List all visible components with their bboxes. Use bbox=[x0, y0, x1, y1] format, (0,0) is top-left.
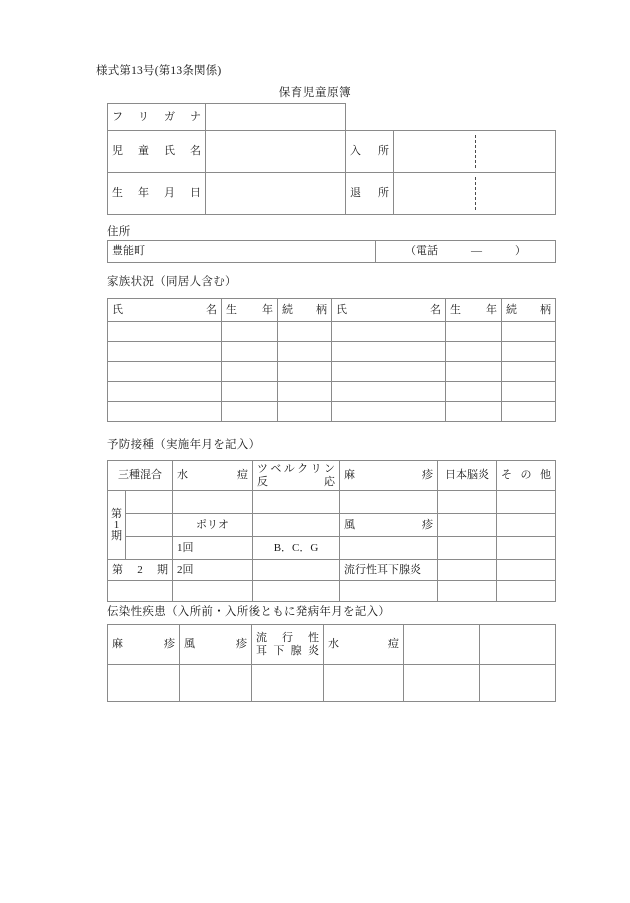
family-cell[interactable] bbox=[446, 342, 502, 362]
vaccination-cell-varicella-1[interactable] bbox=[173, 491, 253, 514]
header-tuberculin-line1: ツ ベ ル ク リ ン bbox=[257, 462, 335, 475]
header-varicella-text: 水 痘 bbox=[328, 638, 399, 651]
table-row bbox=[108, 382, 556, 402]
label-child-name bbox=[108, 131, 206, 173]
label-period-2 bbox=[108, 560, 173, 581]
label-child-name-text: 児 童 氏 名 bbox=[112, 145, 201, 158]
label-period-1-char2: 1 bbox=[113, 518, 120, 531]
label-withdrawal bbox=[346, 173, 394, 215]
family-cell[interactable] bbox=[108, 402, 222, 422]
infectious-cell[interactable] bbox=[480, 665, 556, 702]
family-cell[interactable] bbox=[222, 322, 278, 342]
vaccination-cell-encephalitis-1[interactable] bbox=[438, 491, 497, 514]
vaccination-cell-measles-1[interactable] bbox=[340, 491, 438, 514]
infectious-disease-table bbox=[107, 624, 556, 702]
header-encephalitis: 日本脳炎 bbox=[438, 461, 497, 491]
label-birth-date-text: 生 年 月 日 bbox=[112, 187, 201, 200]
vaccination-cell-other-2[interactable] bbox=[497, 514, 556, 537]
header-triple-vaccine: 三種混合 bbox=[108, 461, 173, 491]
header-blank-2 bbox=[480, 625, 556, 665]
vaccination-cell-encephalitis-4[interactable] bbox=[438, 560, 497, 581]
label-furigana-text: フ リ ガ ナ bbox=[112, 110, 201, 123]
value-withdrawal[interactable] bbox=[394, 173, 556, 215]
vaccination-cell-triple-5[interactable] bbox=[108, 581, 173, 602]
header-name-1 bbox=[108, 299, 222, 322]
header-mumps bbox=[252, 625, 324, 665]
family-cell[interactable] bbox=[446, 362, 502, 382]
vaccination-cell-varicella-5[interactable] bbox=[173, 581, 253, 602]
table-row bbox=[108, 665, 556, 702]
family-cell[interactable] bbox=[502, 382, 556, 402]
family-cell[interactable] bbox=[332, 402, 446, 422]
vaccination-cell-triple-1[interactable] bbox=[126, 491, 173, 514]
family-cell[interactable] bbox=[222, 342, 278, 362]
header-name-1-text: 氏 名 bbox=[112, 303, 217, 316]
family-status-table bbox=[107, 298, 556, 422]
header-blank-1 bbox=[404, 625, 480, 665]
header-rubella bbox=[180, 625, 252, 665]
family-cell[interactable] bbox=[502, 402, 556, 422]
vaccination-cell-measles-5[interactable] bbox=[340, 581, 438, 602]
label-period-1-char3: 期 bbox=[111, 529, 122, 542]
family-cell[interactable] bbox=[502, 322, 556, 342]
family-cell[interactable] bbox=[278, 342, 332, 362]
header-measles bbox=[340, 461, 438, 491]
address-label: 住所 bbox=[107, 226, 131, 238]
label-dose-2: 2回 bbox=[173, 560, 253, 581]
label-polio: ポリオ bbox=[173, 514, 253, 537]
table-row-birth-date bbox=[108, 173, 556, 215]
header-measles bbox=[108, 625, 180, 665]
label-period-2-text: 第 2 期 bbox=[112, 563, 168, 576]
header-birth-2 bbox=[446, 299, 502, 322]
infectious-cell[interactable] bbox=[252, 665, 324, 702]
header-other-text: そ の 他 bbox=[501, 469, 551, 482]
page-title: 保育児童原簿 bbox=[278, 87, 352, 99]
header-relation-2-text: 続 柄 bbox=[506, 303, 551, 316]
label-withdrawal-text: 退 所 bbox=[350, 187, 389, 200]
family-cell[interactable] bbox=[278, 362, 332, 382]
header-varicella bbox=[324, 625, 404, 665]
header-measles-text: 麻 疹 bbox=[344, 469, 433, 482]
table-row-period1-a bbox=[108, 491, 556, 514]
vaccination-cell-measles-3[interactable] bbox=[340, 537, 438, 560]
table-header-row bbox=[108, 461, 556, 491]
vaccination-label: 予防接種（実施年月を記入） bbox=[107, 439, 261, 451]
header-birth-2-text: 生 年 bbox=[450, 303, 497, 316]
family-cell[interactable] bbox=[446, 322, 502, 342]
vaccination-table bbox=[107, 460, 556, 602]
family-cell[interactable] bbox=[108, 382, 222, 402]
table-row-furigana bbox=[108, 104, 556, 131]
label-period-1 bbox=[108, 491, 126, 560]
header-relation-2 bbox=[502, 299, 556, 322]
header-birth-1-text: 生 年 bbox=[226, 303, 273, 316]
address-table bbox=[107, 240, 556, 263]
infectious-cell[interactable] bbox=[324, 665, 404, 702]
infectious-cell[interactable] bbox=[108, 665, 180, 702]
header-name-2 bbox=[332, 299, 446, 322]
table-row bbox=[108, 362, 556, 382]
family-cell[interactable] bbox=[108, 342, 222, 362]
vaccination-cell-other-4[interactable] bbox=[497, 560, 556, 581]
family-cell[interactable] bbox=[222, 362, 278, 382]
label-rubella-text: 風 疹 bbox=[344, 518, 433, 531]
table-row-child-name bbox=[108, 131, 556, 173]
vaccination-cell-triple-2[interactable] bbox=[126, 514, 173, 537]
vaccination-cell-other-1[interactable] bbox=[497, 491, 556, 514]
spacer-cell-b bbox=[394, 104, 556, 131]
label-mumps: 流行性耳下腺炎 bbox=[340, 560, 438, 581]
header-name-2-text: 氏 名 bbox=[336, 303, 441, 316]
family-status-label: 家族状況（同居人含む） bbox=[107, 276, 237, 288]
label-dose-1: 1回 bbox=[173, 537, 253, 560]
family-cell[interactable] bbox=[108, 322, 222, 342]
child-info-table bbox=[107, 103, 556, 215]
vaccination-cell-triple-3[interactable] bbox=[126, 537, 173, 560]
label-rubella bbox=[340, 514, 438, 537]
table-row bbox=[108, 342, 556, 362]
family-cell[interactable] bbox=[222, 402, 278, 422]
header-mumps-line1: 流 行 性 bbox=[256, 631, 319, 644]
family-cell[interactable] bbox=[332, 362, 446, 382]
value-admission[interactable] bbox=[394, 131, 556, 173]
label-furigana bbox=[108, 104, 206, 131]
phone-field[interactable]: （電話 — ） bbox=[376, 241, 556, 263]
family-cell[interactable] bbox=[108, 362, 222, 382]
vaccination-cell-other-3[interactable] bbox=[497, 537, 556, 560]
family-cell[interactable] bbox=[278, 402, 332, 422]
table-header-row bbox=[108, 625, 556, 665]
label-birth-date bbox=[108, 173, 206, 215]
address-value[interactable]: 豊能町 bbox=[108, 241, 376, 263]
label-admission bbox=[346, 131, 394, 173]
header-tuberculin bbox=[253, 461, 340, 491]
value-furigana[interactable] bbox=[206, 104, 346, 131]
vaccination-cell-other-5[interactable] bbox=[497, 581, 556, 602]
label-bcg: B．C．G bbox=[253, 537, 340, 560]
vaccination-cell-encephalitis-5[interactable] bbox=[438, 581, 497, 602]
family-cell[interactable] bbox=[502, 362, 556, 382]
header-rubella-text: 風 疹 bbox=[184, 638, 247, 651]
infectious-cell[interactable] bbox=[404, 665, 480, 702]
table-row-period2 bbox=[108, 560, 556, 581]
infectious-disease-label: 伝染性疾患（入所前・入所後ともに発病年月を記入） bbox=[107, 606, 391, 618]
vaccination-cell-tuberculin-2[interactable] bbox=[253, 514, 340, 537]
table-row-period1-b bbox=[108, 514, 556, 537]
label-admission-text: 入 所 bbox=[350, 145, 389, 158]
family-cell[interactable] bbox=[332, 382, 446, 402]
header-other bbox=[497, 461, 556, 491]
vaccination-cell-encephalitis-3[interactable] bbox=[438, 537, 497, 560]
table-header-row bbox=[108, 299, 556, 322]
table-row-period1-c bbox=[108, 537, 556, 560]
vaccination-cell-tuberculin-5[interactable] bbox=[253, 581, 340, 602]
family-cell[interactable] bbox=[446, 402, 502, 422]
table-row bbox=[108, 402, 556, 422]
header-relation-1 bbox=[278, 299, 332, 322]
vaccination-cell-encephalitis-2[interactable] bbox=[438, 514, 497, 537]
family-cell[interactable] bbox=[332, 322, 446, 342]
header-birth-1 bbox=[222, 299, 278, 322]
value-child-name[interactable] bbox=[206, 131, 346, 173]
header-relation-1-text: 続 柄 bbox=[282, 303, 327, 316]
header-varicella bbox=[173, 461, 253, 491]
table-row bbox=[108, 322, 556, 342]
header-measles-text: 麻 疹 bbox=[112, 638, 175, 651]
infectious-cell[interactable] bbox=[180, 665, 252, 702]
table-row-address bbox=[108, 241, 556, 263]
label-period-1-char1: 第 bbox=[111, 507, 122, 520]
spacer-cell-a bbox=[346, 104, 394, 131]
family-cell[interactable] bbox=[502, 342, 556, 362]
table-row-blank bbox=[108, 581, 556, 602]
family-cell[interactable] bbox=[446, 382, 502, 402]
header-varicella-text: 水 痘 bbox=[177, 469, 248, 482]
value-birth-date[interactable] bbox=[206, 173, 346, 215]
header-tuberculin-line2: 反 応 bbox=[257, 475, 335, 488]
header-mumps-line2: 耳 下 腺 炎 bbox=[256, 644, 319, 657]
vaccination-cell-tuberculin-4[interactable] bbox=[253, 560, 340, 581]
family-cell[interactable] bbox=[278, 382, 332, 402]
form-number: 様式第13号(第13条関係) bbox=[96, 65, 222, 77]
family-cell[interactable] bbox=[278, 322, 332, 342]
family-cell[interactable] bbox=[222, 382, 278, 402]
family-cell[interactable] bbox=[332, 342, 446, 362]
vaccination-cell-tuberculin-1[interactable] bbox=[253, 491, 340, 514]
